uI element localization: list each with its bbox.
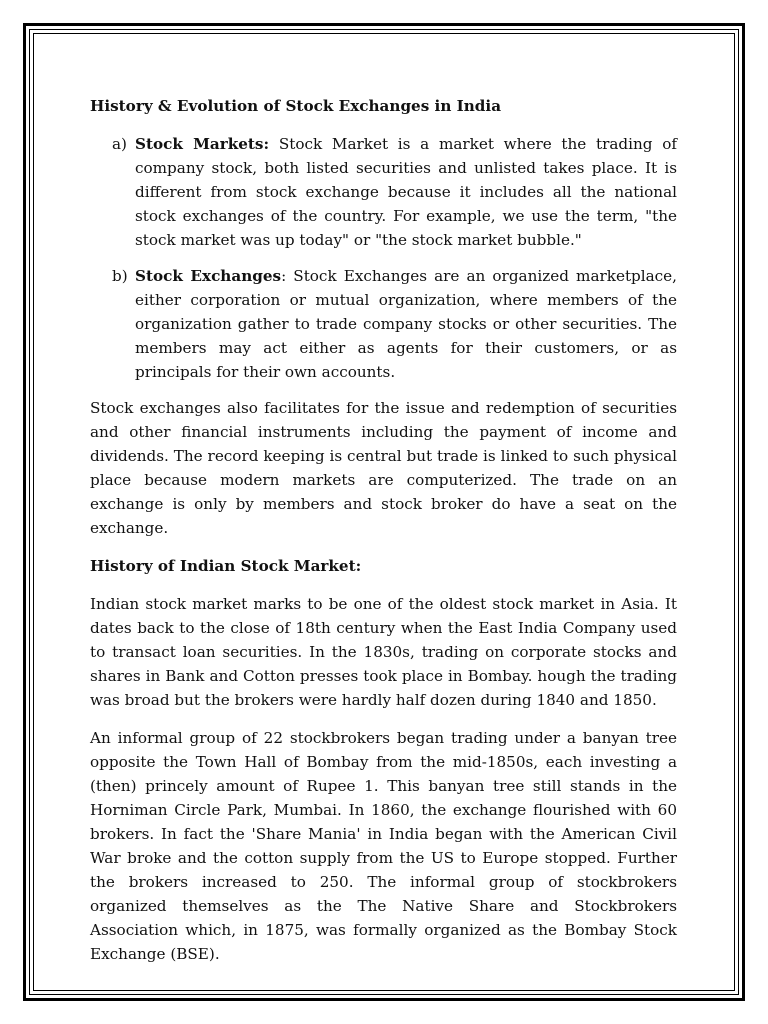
list-text: : Stock Exchanges are an organized marketplace, either corporation or mutual organization, where members of the organization gather to trade company stocks or other securities. The members may act either as agents for their customers, or as principals for their own accounts. <box>135 267 678 381</box>
list-term: Stock Exchanges <box>135 267 282 285</box>
list-text: Stock Market is a market where the trading of company stock, both listed securities and unlisted takes place. It is different from stock exchange because it includes all the national stock exchanges of the country. For example, we use the term, "the stock market was up today" or "the stock market bubble." <box>135 135 678 249</box>
page-title: History & Evolution of Stock Exchanges in India <box>90 97 502 115</box>
paragraph-history-1: Indian stock market marks to be one of the oldest stock market in Asia. It dates back to the close of 18th century when the East India Company used to transact loan securities. In the 1830s, trading on corporate stocks and shares in Bank and Cotton presses took place in Bombay. hough the trading was broad but the brokers were hardly half dozen during 1840 and 1850. <box>90 595 677 709</box>
list-marker: a) <box>112 135 127 153</box>
list-item <box>90 264 677 384</box>
paragraph-history-2: An informal group of 22 stockbrokers began trading under a banyan tree opposite the Town Hall of Bombay from the mid-1850s, each investing a (then) princely amount of Rupee 1. This banyan tree still stands in the Horniman Circle Park, Mumbai. In 1860, the exchange flourished with 60 brokers. In fact the 'Share Mania' in India began with the American Civil War broke and the cotton supply from the US to Europe stopped. Further the brokers increased to 250. The informal group of stockbrokers organized themselves as the The Native Share and Stockbrokers Association which, in 1875, was formally organized as the Bombay Stock Exchange (BSE). <box>90 729 677 963</box>
definition-list <box>90 132 677 384</box>
document-content <box>90 94 677 980</box>
list-term: Stock Markets: <box>135 135 270 153</box>
paragraph-stock-exchanges: Stock exchanges also facilitates for the issue and redemption of securities and other financial instruments including the payment of income and dividends. The record keeping is central but trade is linked to such physical place because modern markets are computerized. The trade on an exchange is only by members and stock broker do have a seat on the exchange. <box>90 399 677 537</box>
section-heading: History of Indian Stock Market: <box>90 557 362 575</box>
list-item <box>90 132 677 252</box>
list-marker: b) <box>112 267 128 285</box>
